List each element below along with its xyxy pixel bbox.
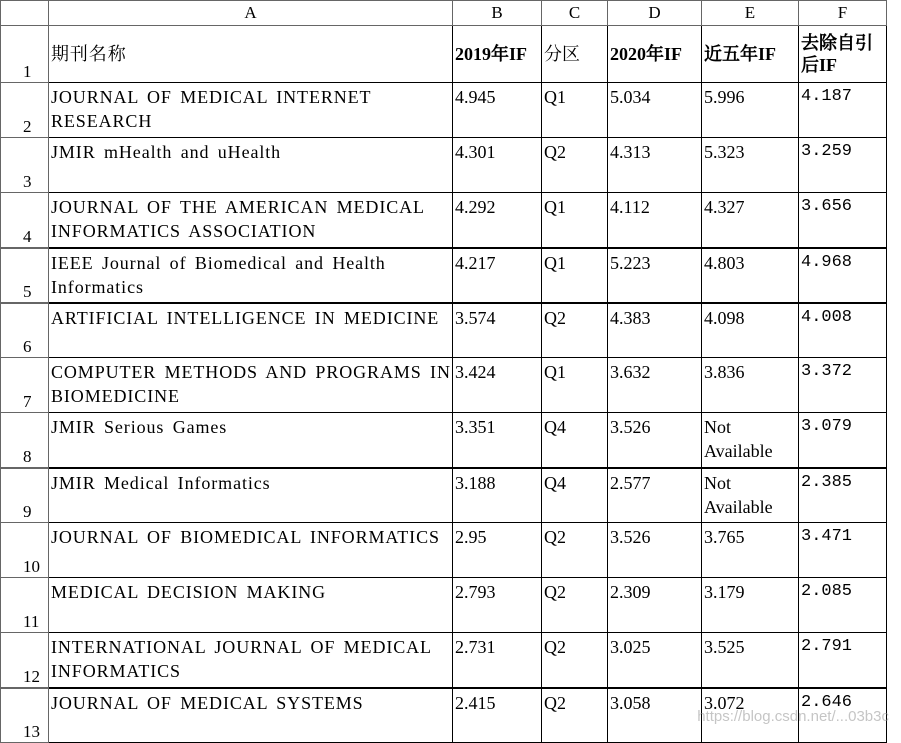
if-without-self-citation-cell[interactable]: 4.187 [799, 83, 887, 138]
if-2019-cell[interactable]: 3.424 [453, 358, 542, 413]
journal-name-cell[interactable]: JOURNAL OF BIOMEDICAL INFORMATICS [49, 523, 453, 578]
journal-name-cell[interactable]: JOURNAL OF MEDICAL SYSTEMS [49, 688, 453, 743]
row-number[interactable]: 12 [1, 633, 49, 688]
column-header-d[interactable]: D [608, 1, 702, 26]
select-all-corner[interactable] [1, 1, 49, 26]
journal-name-cell[interactable]: IEEE Journal of Biomedical and Health Informatics [49, 248, 453, 303]
zone-cell[interactable]: Q1 [542, 358, 608, 413]
if-2019-cell[interactable]: 4.301 [453, 138, 542, 193]
zone-cell[interactable]: Q2 [542, 303, 608, 358]
row-number[interactable]: 3 [1, 138, 49, 193]
row-number[interactable]: 2 [1, 83, 49, 138]
if-2020-cell[interactable]: 5.223 [608, 248, 702, 303]
if-5-year-cell[interactable]: 4.327 [702, 193, 799, 248]
table-row [1, 193, 887, 248]
if-2020-cell[interactable]: 2.309 [608, 578, 702, 633]
row-number[interactable]: 4 [1, 193, 49, 248]
if-2019-cell[interactable]: 3.188 [453, 468, 542, 523]
table-row [1, 248, 887, 303]
if-without-self-citation-cell[interactable]: 2.385 [799, 468, 887, 523]
column-header-f[interactable]: F [799, 1, 887, 26]
zone-cell[interactable]: Q1 [542, 193, 608, 248]
if-2019-cell[interactable]: 2.415 [453, 688, 542, 743]
table-row [1, 633, 887, 688]
zone-cell[interactable]: Q2 [542, 523, 608, 578]
if-2019-cell[interactable]: 4.292 [453, 193, 542, 248]
watermark: https://blog.csdn.net/...03b3c [697, 708, 889, 725]
if-2020-cell[interactable]: 4.383 [608, 303, 702, 358]
header-cell-if-2020[interactable]: 2020年IF [608, 26, 702, 83]
row-number[interactable]: 10 [1, 523, 49, 578]
zone-cell[interactable]: Q1 [542, 248, 608, 303]
if-without-self-citation-cell[interactable]: 2.791 [799, 633, 887, 688]
zone-cell[interactable]: Q4 [542, 413, 608, 468]
journal-name-cell[interactable]: JMIR Serious Games [49, 413, 453, 468]
journal-name-cell[interactable]: ARTIFICIAL INTELLIGENCE IN MEDICINE [49, 303, 453, 358]
column-header-a[interactable]: A [49, 1, 453, 26]
column-header-row [1, 1, 887, 26]
if-5-year-cell[interactable]: 3.179 [702, 578, 799, 633]
table-row [1, 523, 887, 578]
if-without-self-citation-cell[interactable]: 3.079 [799, 413, 887, 468]
if-2020-cell[interactable]: 3.632 [608, 358, 702, 413]
if-2019-cell[interactable]: 3.574 [453, 303, 542, 358]
header-cell-if-2019[interactable]: 2019年IF [453, 26, 542, 83]
if-5-year-cell[interactable]: 5.996 [702, 83, 799, 138]
zone-cell[interactable]: Q2 [542, 633, 608, 688]
if-without-self-citation-cell[interactable]: 3.656 [799, 193, 887, 248]
header-cell-if-5-year[interactable]: 近五年IF [702, 26, 799, 83]
if-2020-cell[interactable]: 3.058 [608, 688, 702, 743]
header-cell-journal-name[interactable]: 期刊名称 [49, 26, 453, 83]
zone-cell[interactable]: Q1 [542, 83, 608, 138]
if-2020-cell[interactable]: 4.313 [608, 138, 702, 193]
if-2019-cell[interactable]: 2.793 [453, 578, 542, 633]
if-2019-cell[interactable]: 2.731 [453, 633, 542, 688]
journal-name-cell[interactable]: JOURNAL OF MEDICAL INTERNET RESEARCH [49, 83, 453, 138]
if-2020-cell[interactable]: 3.526 [608, 413, 702, 468]
journal-name-cell[interactable]: INTERNATIONAL JOURNAL OF MEDICAL INFORMATICS [49, 633, 453, 688]
header-cell-zone[interactable]: 分区 [542, 26, 608, 83]
table-row [1, 688, 887, 743]
journal-name-cell[interactable]: MEDICAL DECISION MAKING [49, 578, 453, 633]
zone-cell[interactable]: Q2 [542, 578, 608, 633]
row-number[interactable]: 13 [1, 688, 49, 743]
if-5-year-cell[interactable]: Not Available [702, 413, 799, 468]
if-2020-cell[interactable]: 4.112 [608, 193, 702, 248]
if-without-self-citation-cell[interactable]: 3.471 [799, 523, 887, 578]
row-number[interactable]: 9 [1, 468, 49, 523]
table-row [1, 138, 887, 193]
column-header-b[interactable]: B [453, 1, 542, 26]
if-2019-cell[interactable]: 2.95 [453, 523, 542, 578]
if-5-year-cell[interactable]: 3.765 [702, 523, 799, 578]
if-2019-cell[interactable]: 4.945 [453, 83, 542, 138]
if-2020-cell[interactable]: 3.025 [608, 633, 702, 688]
table-row [1, 358, 887, 413]
row-number[interactable]: 1 [1, 26, 49, 83]
journal-name-cell[interactable]: JOURNAL OF THE AMERICAN MEDICAL INFORMATICS ASSOCIATION [49, 193, 453, 248]
if-5-year-cell[interactable]: 5.323 [702, 138, 799, 193]
row-number[interactable]: 5 [1, 248, 49, 303]
if-2020-cell[interactable]: 2.577 [608, 468, 702, 523]
if-5-year-cell[interactable]: Not Available [702, 468, 799, 523]
if-5-year-cell[interactable]: 3.836 [702, 358, 799, 413]
row-number[interactable]: 6 [1, 303, 49, 358]
if-5-year-cell[interactable]: 3.072 [702, 688, 799, 743]
if-without-self-citation-cell[interactable]: 3.259 [799, 138, 887, 193]
if-2019-cell[interactable]: 3.351 [453, 413, 542, 468]
table-row [1, 303, 887, 358]
if-without-self-citation-cell[interactable]: 3.372 [799, 358, 887, 413]
table-row [1, 83, 887, 138]
if-2020-cell[interactable]: 5.034 [608, 83, 702, 138]
column-header-e[interactable]: E [702, 1, 799, 26]
table-row [1, 468, 887, 523]
if-5-year-cell[interactable]: 3.525 [702, 633, 799, 688]
column-header-c[interactable]: C [542, 1, 608, 26]
zone-cell[interactable]: Q4 [542, 468, 608, 523]
if-without-self-citation-cell[interactable]: 4.968 [799, 248, 887, 303]
journal-name-cell[interactable]: COMPUTER METHODS AND PROGRAMS IN BIOMEDICINE [49, 358, 453, 413]
if-without-self-citation-cell[interactable]: 2.085 [799, 578, 887, 633]
row-number[interactable]: 7 [1, 358, 49, 413]
table-row [1, 578, 887, 633]
if-2019-cell[interactable]: 4.217 [453, 248, 542, 303]
table-header-row [1, 26, 887, 83]
row-number[interactable]: 8 [1, 413, 49, 468]
row-number[interactable]: 11 [1, 578, 49, 633]
journal-name-cell[interactable]: JMIR mHealth and uHealth [49, 138, 453, 193]
table-row [1, 413, 887, 468]
if-without-self-citation-cell[interactable]: 2.646 [799, 688, 887, 743]
zone-cell[interactable]: Q2 [542, 688, 608, 743]
zone-cell[interactable]: Q2 [542, 138, 608, 193]
header-cell-if-without-self-citation[interactable]: 去除自引后IF [799, 26, 887, 83]
journal-name-cell[interactable]: JMIR Medical Informatics [49, 468, 453, 523]
if-5-year-cell[interactable]: 4.098 [702, 303, 799, 358]
if-5-year-cell[interactable]: 4.803 [702, 248, 799, 303]
if-without-self-citation-cell[interactable]: 4.008 [799, 303, 887, 358]
if-2020-cell[interactable]: 3.526 [608, 523, 702, 578]
